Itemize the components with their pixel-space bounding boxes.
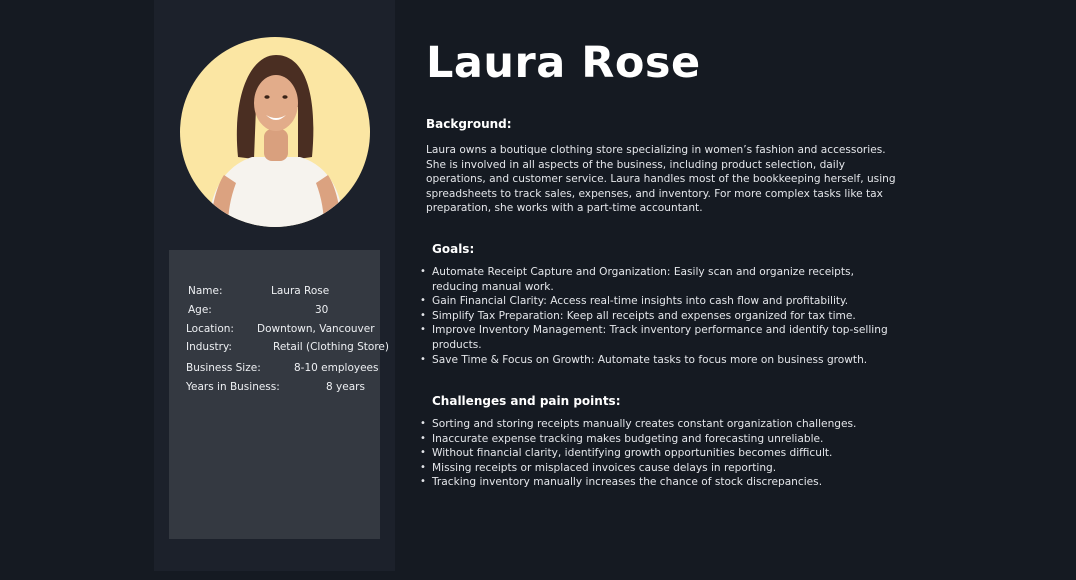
- business-size-label: Business Size:: [186, 362, 261, 374]
- location-value: Downtown, Vancouver: [257, 323, 375, 335]
- challenges-list: [426, 417, 901, 490]
- challenge-item: • Without financial clarity, identifying growth opportunities becomes difficult.: [426, 446, 901, 461]
- challenge-item: • Inaccurate expense tracking makes budgeting and forecasting unreliable.: [426, 432, 901, 447]
- info-row-industry: [169, 338, 389, 356]
- goal-item: • Save Time & Focus on Growth: Automate tasks to focus more on business growth.: [426, 353, 901, 368]
- info-row-age: [169, 301, 380, 319]
- challenge-item: • Tracking inventory manually increases the chance of stock discrepancies.: [426, 475, 901, 490]
- info-row-years: [169, 378, 380, 396]
- avatar: [180, 37, 370, 227]
- background-text: Laura owns a boutique clothing store specializing in women’s fashion and accessories. She is involved in all aspects of the business, including product selection, daily operations, and customer service. Laura handles most of the bookkeeping herself, using spreadsheets to track sales, expenses, and inventory. For more complex tasks like tax preparation, she works with a part-time accountant.: [426, 144, 896, 215]
- info-row-location: [169, 320, 380, 338]
- challenge-item: • Missing receipts or misplaced invoices cause delays in reporting.: [426, 461, 901, 476]
- industry-label: Industry:: [186, 341, 232, 353]
- age-value: 30: [315, 304, 329, 316]
- persona-name-title: Laura Rose: [426, 38, 701, 88]
- name-label: Name:: [188, 285, 223, 297]
- background-heading: Background:: [426, 117, 512, 131]
- info-card: [169, 250, 389, 539]
- location-label: Location:: [186, 323, 234, 335]
- info-row-size: [169, 359, 380, 377]
- avatar-portrait: [180, 37, 370, 227]
- info-row-name: [169, 282, 380, 300]
- goal-item: • Simplify Tax Preparation: Keep all receipts and expenses organized for tax time.: [426, 309, 901, 324]
- persona-sidebar: [154, 0, 395, 571]
- industry-value: Retail (Clothing Store): [273, 341, 389, 353]
- business-size-value: 8-10 employees: [294, 362, 379, 374]
- goal-item: • Improve Inventory Management: Track inventory performance and identify top-selling products.: [426, 323, 901, 352]
- challenge-item: • Sorting and storing receipts manually creates constant organization challenges.: [426, 417, 901, 432]
- years-label: Years in Business:: [186, 381, 280, 393]
- years-value: 8 years: [326, 381, 365, 393]
- age-label: Age:: [188, 304, 212, 316]
- goals-list: [426, 265, 901, 367]
- goal-item: • Gain Financial Clarity: Access real-time insights into cash flow and profitability.: [426, 294, 901, 309]
- challenges-heading: Challenges and pain points:: [432, 394, 621, 408]
- name-value: Laura Rose: [271, 285, 330, 297]
- goal-item: • Automate Receipt Capture and Organization: Easily scan and organize receipts, reducing manual work.: [426, 265, 901, 294]
- goals-heading: Goals:: [432, 242, 475, 256]
